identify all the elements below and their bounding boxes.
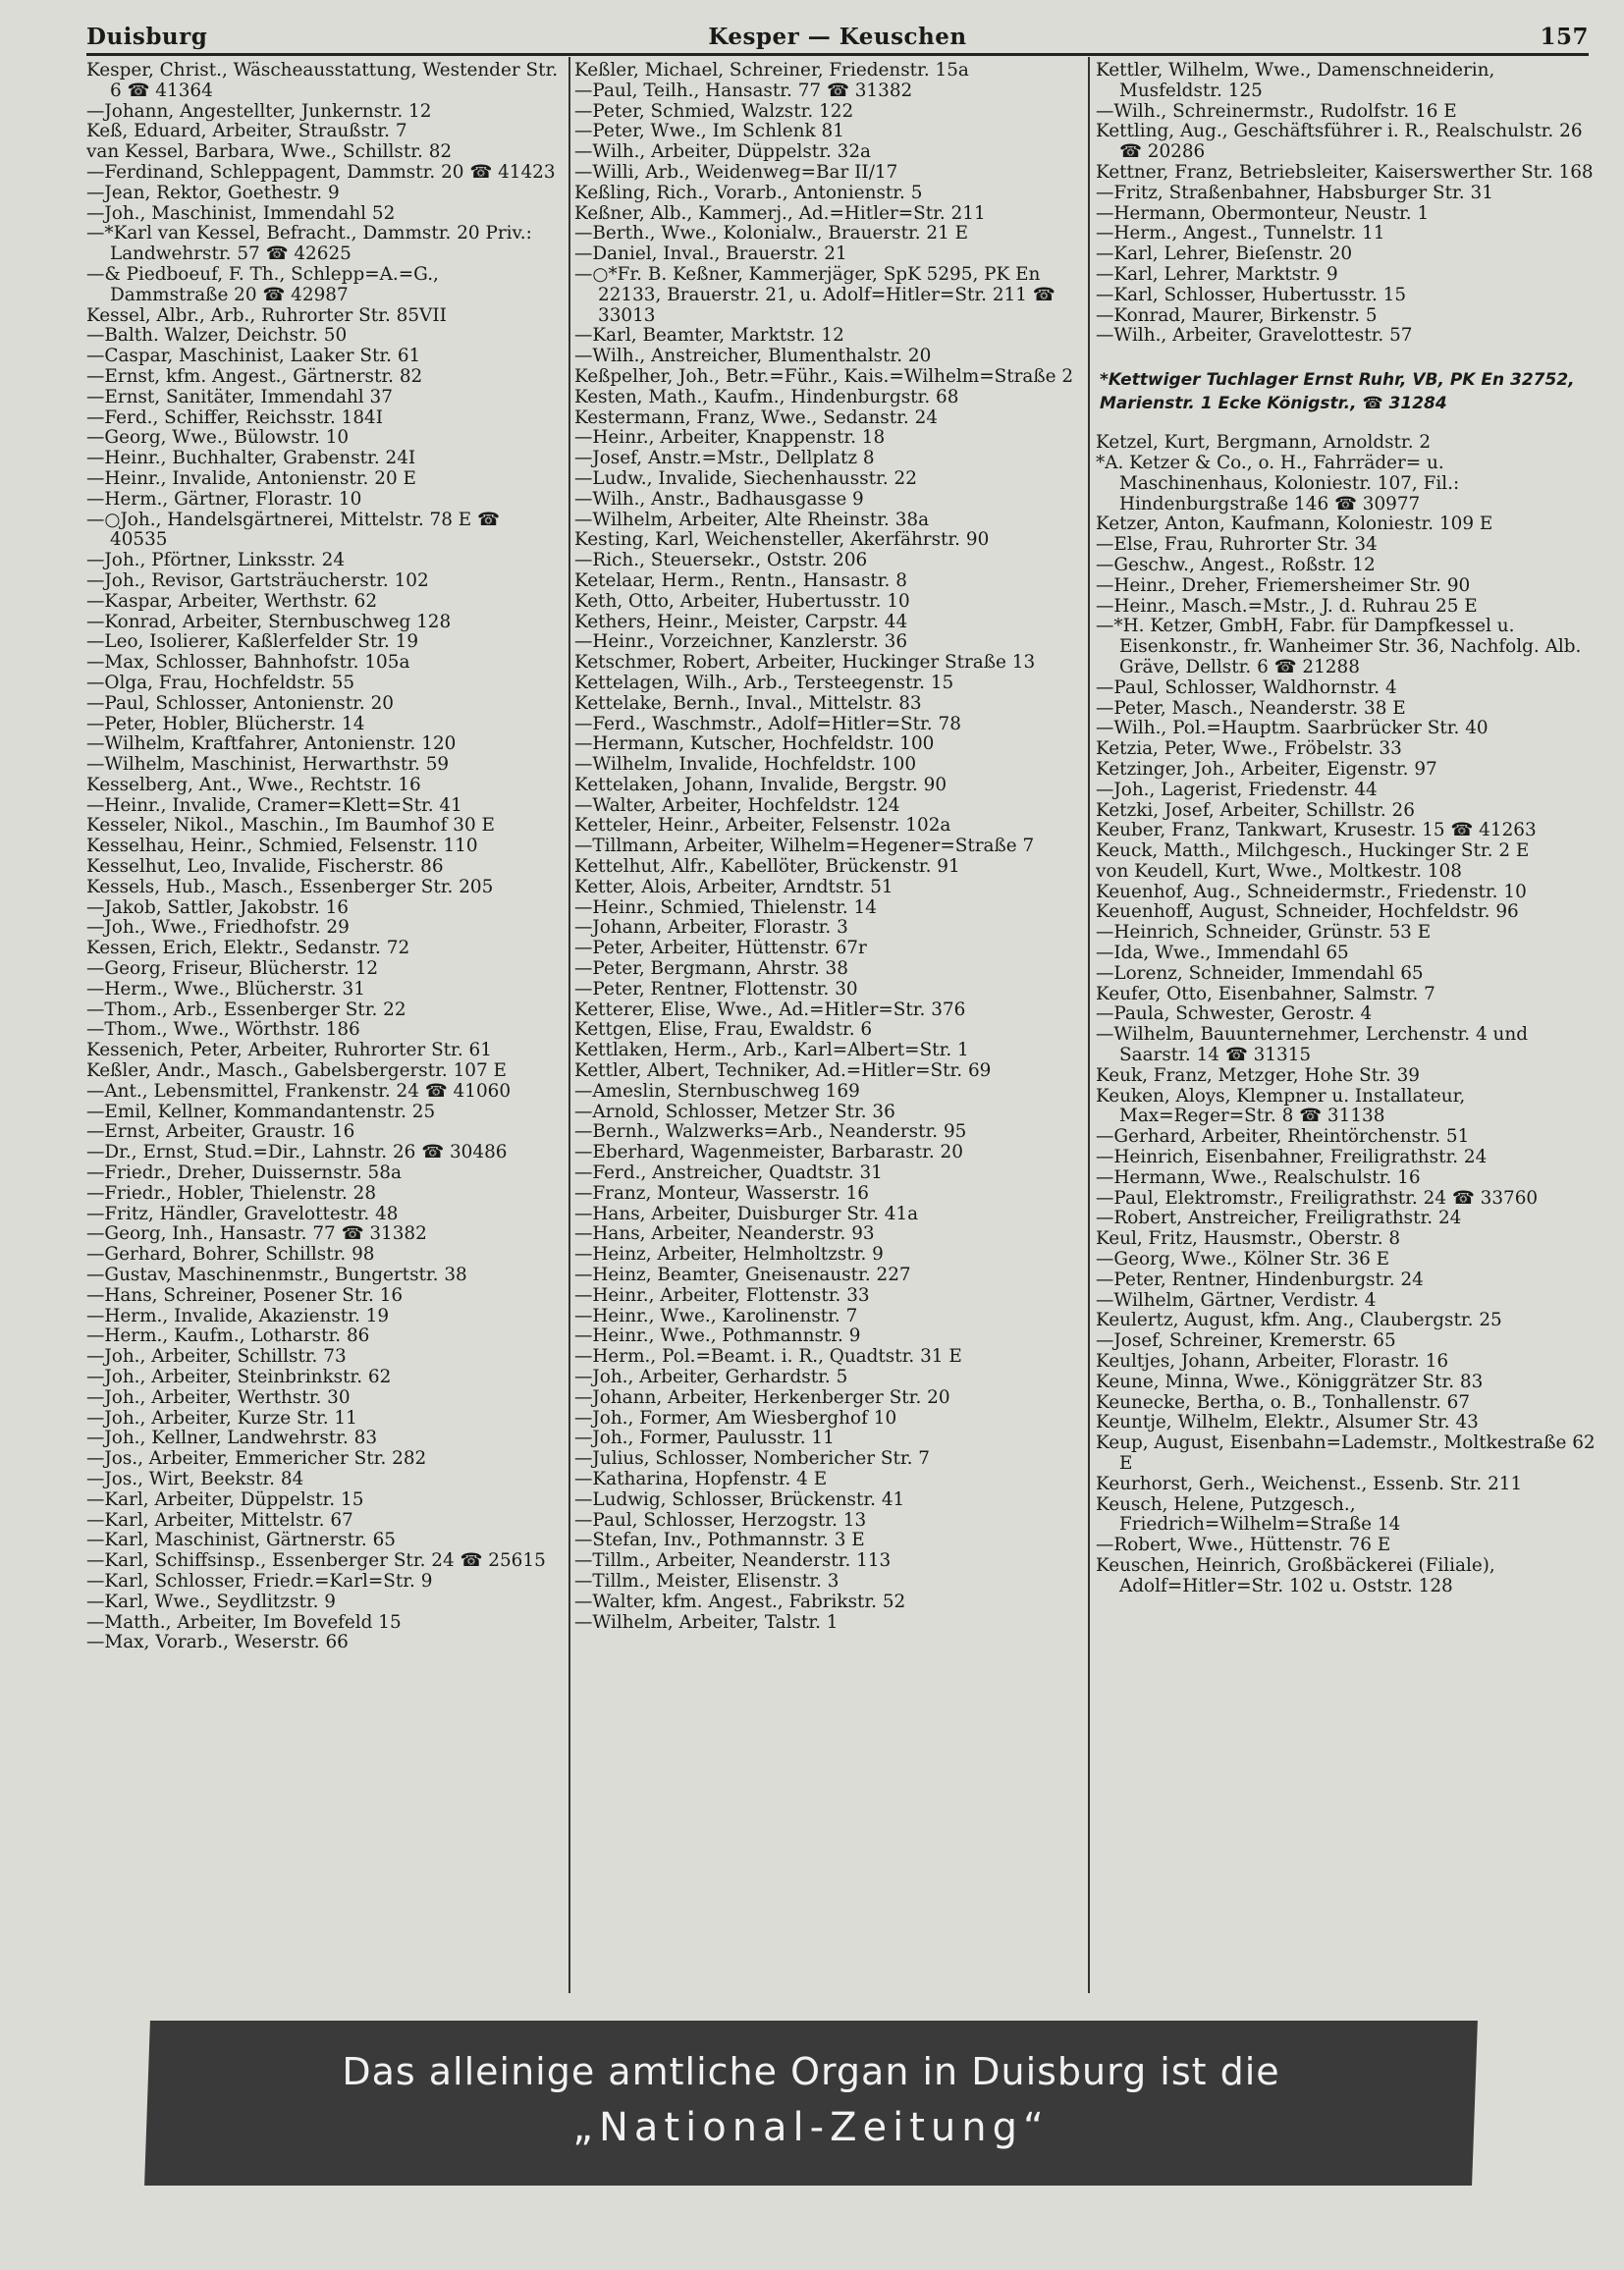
- advertising-banner: [147, 2021, 1475, 2186]
- directory-entry: —Joh., Revisor, Gartsträucherstr. 102: [86, 569, 429, 591]
- directory-entry: —Max, Schlosser, Bahnhofstr. 105a: [86, 652, 410, 674]
- directory-entry: —Franz, Monteur, Wasserstr. 16: [574, 1182, 869, 1204]
- directory-entry: —Jos., Arbeiter, Emmericher Str. 282: [86, 1448, 427, 1470]
- directory-entry: Keune, Minna, Wwe., Königgrätzer Str. 83: [1096, 1371, 1484, 1392]
- directory-entry: —Joh., Arbeiter, Kurze Str. 11: [86, 1407, 357, 1429]
- directory-entry: —*H. Ketzer, GmbH, Fabr. für Dampfkessel u. Eisenkonstr., fr. Wanheimer Str. 36, Nachfolg. Alb. Gräve, Dellstr. 6 ☎ 21288: [1096, 616, 1582, 677]
- directory-entry: —Thom., Arb., Essenberger Str. 22: [86, 999, 406, 1020]
- directory-entry: —Heinr., Arbeiter, Knappenstr. 18: [574, 427, 886, 449]
- column-1: [86, 61, 563, 1993]
- directory-entry: —Heinrich, Schneider, Grünstr. 53 E: [1096, 922, 1432, 944]
- directory-entry: —Matth., Arbeiter, Im Bovefeld 15: [86, 1611, 402, 1633]
- directory-entry: —Ant., Lebensmittel, Frankenstr. 24 ☎ 41060: [86, 1080, 512, 1102]
- directory-entry: —Else, Frau, Ruhrorter Str. 34: [1096, 534, 1378, 556]
- directory-entry: —Herm., Angest., Tunnelstr. 11: [1096, 223, 1385, 244]
- directory-entry: —Karl, Schiffsinsp., Essenberger Str. 24 ☎ 25615: [86, 1550, 546, 1572]
- directory-entry: —Joh., Arbeiter, Schillstr. 73: [86, 1346, 347, 1368]
- directory-entry: Kesten, Math., Kaufm., Hindenburgstr. 68: [574, 386, 959, 407]
- directory-entry: van Kessel, Barbara, Wwe., Schillstr. 82: [86, 141, 453, 163]
- directory-entry: —Wilhelm, Arbeiter, Talstr. 1: [574, 1611, 839, 1633]
- directory-entry: —Peter, Rentner, Flottenstr. 30: [574, 978, 858, 1000]
- directory-entry: —Heinr., Dreher, Friemersheimer Str. 90: [1096, 574, 1471, 596]
- directory-entry: —Josef, Schreiner, Kremerstr. 65: [1096, 1330, 1396, 1352]
- directory-entry: —Heinr., Invalide, Antonienstr. 20 E: [86, 467, 416, 489]
- directory-entry: —Hermann, Wwe., Realschulstr. 16: [1096, 1166, 1421, 1188]
- directory-entry: Kesselhau, Heinr., Schmied, Felsenstr. 110: [86, 836, 478, 857]
- directory-entry: Keth, Otto, Arbeiter, Hubertusstr. 10: [574, 590, 910, 612]
- directory-entry: Keuenhof, Aug., Schneidermstr., Friedenstr. 10: [1096, 881, 1527, 902]
- directory-entry: —Rich., Steuersekr., Oststr. 206: [574, 550, 868, 571]
- directory-entry: —Friedr., Dreher, Duissernstr. 58a: [86, 1162, 402, 1184]
- directory-entry: —Bernh., Walzwerks=Arb., Neanderstr. 95: [574, 1121, 967, 1143]
- directory-entry: —Ludwig, Schlosser, Brückenstr. 41: [574, 1488, 905, 1510]
- directory-entry: —Peter, Arbeiter, Hüttenstr. 67r: [574, 938, 867, 959]
- directory-entry: —Leo, Isolierer, Kaßlerfelder Str. 19: [86, 631, 419, 653]
- directory-entry: —Herm., Gärtner, Florastr. 10: [86, 488, 362, 510]
- directory-entry: Kettner, Franz, Betriebsleiter, Kaiserswerther Str. 168: [1096, 161, 1594, 183]
- directory-entry: —*Karl van Kessel, Befracht., Dammstr. 20 Priv.: Landwehrstr. 57 ☎ 42625: [86, 223, 532, 265]
- header-city: Duisburg: [86, 24, 208, 50]
- directory-entry: Keßler, Andr., Masch., Gabelsbergerstr. 107 E: [86, 1060, 507, 1082]
- directory-entry: —Gustav, Maschinenmstr., Bungertstr. 38: [86, 1265, 467, 1286]
- directory-entry: —Joh., Arbeiter, Werthstr. 30: [86, 1386, 351, 1408]
- directory-entry: Keuken, Aloys, Klempner u. Installateur, Max=Reger=Str. 8 ☎ 31138: [1096, 1085, 1466, 1127]
- directory-entry: Kettgen, Elise, Frau, Ewaldstr. 6: [574, 1019, 873, 1041]
- directory-entry: —Paul, Teilh., Hansastr. 77 ☎ 31382: [574, 80, 913, 101]
- directory-entry: —Johann, Arbeiter, Florastr. 3: [574, 917, 848, 939]
- directory-entry: —Peter, Masch., Neanderstr. 38 E: [1096, 697, 1406, 719]
- directory-entry: —Heinr., Vorzeichner, Kanzlerstr. 36: [574, 631, 908, 653]
- directory-entry: Keup, August, Eisenbahn=Lademstr., Moltkestraße 62 E: [1096, 1432, 1596, 1474]
- directory-entry: —Peter, Hobler, Blücherstr. 14: [86, 713, 365, 734]
- directory-entry: —Friedr., Hobler, Thielenstr. 28: [86, 1182, 377, 1204]
- directory-entry: Ketschmer, Robert, Arbeiter, Huckinger Straße 13: [574, 652, 1036, 674]
- directory-entry: —Jos., Wirt, Beekstr. 84: [86, 1468, 304, 1489]
- directory-entry: Keßner, Alb., Kammerj., Ad.=Hitler=Str. 211: [574, 202, 986, 224]
- banner-line-1: Das alleinige amtliche Organ in Duisburg ist die: [342, 2050, 1280, 2093]
- directory-entry: —Herm., Kaufm., Lotharstr. 86: [86, 1325, 370, 1347]
- directory-entry: —Georg, Wwe., Kölner Str. 36 E: [1096, 1249, 1390, 1270]
- directory-entry: Keuschen, Heinrich, Großbäckerei (Filiale), Adolf=Hitler=Str. 102 u. Oststr. 128: [1096, 1554, 1495, 1596]
- directory-entry: —Josef, Anstr.=Mstr., Dellplatz 8: [574, 448, 875, 469]
- directory-entry: —Georg, Friseur, Blücherstr. 12: [86, 958, 379, 980]
- directory-entry: —Heinr., Wwe., Karolinenstr. 7: [574, 1305, 858, 1326]
- directory-entry: —Thom., Wwe., Wörthstr. 186: [86, 1019, 360, 1041]
- directory-entry: —Wilhelm, Kraftfahrer, Antonienstr. 120: [86, 733, 457, 755]
- directory-entry: Kessel, Albr., Arb., Ruhrorter Str. 85VII: [86, 304, 447, 326]
- directory-entry: Keuntje, Wilhelm, Elektr., Alsumer Str. 43: [1096, 1412, 1479, 1433]
- directory-entry: Kestermann, Franz, Wwe., Sedanstr. 24: [574, 406, 938, 428]
- directory-entry: Keuber, Franz, Tankwart, Krusestr. 15 ☎ 41263: [1096, 820, 1537, 841]
- directory-entry: —Robert, Anstreicher, Freiligrathstr. 24: [1096, 1208, 1462, 1229]
- directory-entry: —Hans, Arbeiter, Duisburger Str. 41a: [574, 1203, 919, 1224]
- directory-entry: —Ferd., Anstreicher, Quadtstr. 31: [574, 1162, 883, 1184]
- directory-entry: —Wilh., Schreinermstr., Rudolfstr. 16 E: [1096, 100, 1457, 122]
- directory-entry: Ketzki, Josef, Arbeiter, Schillstr. 26: [1096, 799, 1415, 821]
- directory-entry: —& Piedboeuf, F. Th., Schlepp=A.=G., Dammstraße 20 ☎ 42987: [86, 263, 439, 305]
- directory-entry: —Herm., Invalide, Akazienstr. 19: [86, 1305, 390, 1326]
- directory-entry: —Joh., Arbeiter, Gerhardstr. 5: [574, 1367, 848, 1387]
- directory-entry: —Joh., Pförtner, Linksstr. 24: [86, 550, 346, 571]
- directory-entry: Kettelhut, Alfr., Kabellöter, Brückenstr. 91: [574, 856, 960, 878]
- directory-entry: Ketzer, Anton, Kaufmann, Koloniestr. 109 E: [1096, 513, 1493, 535]
- directory-entry: —○*Fr. B. Keßner, Kammerjäger, SpK 5295, PK En 22133, Brauerstr. 21, u. Adolf=Hitler=Str. 211 ☎ 33013: [574, 263, 1056, 326]
- directory-entry: Kesseler, Nikol., Maschin., Im Baumhof 30 E: [86, 815, 495, 837]
- directory-entry: Kessen, Erich, Elektr., Sedanstr. 72: [86, 938, 410, 959]
- directory-entry: Keßpelher, Joh., Betr.=Führ., Kais.=Wilhelm=Straße 2: [574, 365, 1074, 387]
- directory-entry: —○Joh., Handelsgärtnerei, Mittelstr. 78 E ☎ 40535: [86, 509, 500, 551]
- directory-entry: —Ludw., Invalide, Siechenhausstr. 22: [574, 467, 917, 489]
- directory-entry: —Geschw., Angest., Roßstr. 12: [1096, 554, 1376, 575]
- directory-entry: —Wilhelm, Maschinist, Herwarthstr. 59: [86, 754, 450, 776]
- directory-entry: —Ferd., Schiffer, Reichsstr. 184I: [86, 406, 384, 428]
- directory-entry: —Wilh., Anstr., Badhausgasse 9: [574, 488, 864, 510]
- directory-entry: —Joh., Arbeiter, Steinbrinkstr. 62: [86, 1367, 392, 1387]
- directory-entry: —Konrad, Arbeiter, Sternbuschweg 128: [86, 611, 452, 632]
- directory-entry: —Ernst, Sanitäter, Immendahl 37: [86, 386, 393, 407]
- directory-entry: Kettler, Wilhelm, Wwe., Damenschneiderin, Musfeldstr. 125: [1096, 61, 1495, 101]
- directory-entry: —Joh., Maschinist, Immendahl 52: [86, 202, 396, 224]
- directory-entry: —Ernst, Arbeiter, Graustr. 16: [86, 1121, 355, 1143]
- directory-entry: —Karl, Maschinist, Gärtnerstr. 65: [86, 1530, 397, 1551]
- directory-entry: —Karl, Schlosser, Friedr.=Karl=Str. 9: [86, 1570, 433, 1592]
- directory-entry: Kettlaken, Herm., Arb., Karl=Albert=Str. 1: [574, 1040, 969, 1061]
- directory-entry: —Karl, Arbeiter, Düppelstr. 15: [86, 1488, 364, 1510]
- directory-entry: —Heinr., Buchhalter, Grabenstr. 24I: [86, 448, 416, 469]
- directory-entry: Keßling, Rich., Vorarb., Antonienstr. 5: [574, 182, 923, 203]
- directory-entry: —Karl, Lehrer, Marktstr. 9: [1096, 263, 1338, 285]
- directory-entry: —Wilh., Pol.=Hauptm. Saarbrücker Str. 40: [1096, 718, 1489, 739]
- directory-entry: —Hermann, Obermonteur, Neustr. 1: [1096, 202, 1430, 224]
- directory-entry: —Gerhard, Bohrer, Schillstr. 98: [86, 1244, 375, 1266]
- directory-entry: Kettler, Albert, Techniker, Ad.=Hitler=Str. 69: [574, 1060, 992, 1082]
- directory-entry: Keß, Eduard, Arbeiter, Straußstr. 7: [86, 121, 407, 142]
- directory-entry: Kesting, Karl, Weichensteller, Akerfährstr. 90: [574, 529, 990, 551]
- directory-entry: —Tillm., Meister, Elisenstr. 3: [574, 1570, 839, 1592]
- advertisement-entry: *Kettwiger Tuchlager Ernst Ruhr, VB, PK En 32752, Marienstr. 1 Ecke Königstr., ☎ 31284: [1100, 370, 1575, 414]
- directory-entry: Ketzel, Kurt, Bergmann, Arnoldstr. 2: [1096, 432, 1432, 454]
- directory-entry: —Walter, Arbeiter, Hochfeldstr. 124: [574, 794, 900, 816]
- header-range: Kesper — Keuschen: [708, 24, 967, 50]
- directory-entry: —Paul, Schlosser, Waldhornstr. 4: [1096, 676, 1397, 698]
- directory-entry: Keuenhoff, August, Schneider, Hochfeldstr. 96: [1096, 901, 1519, 923]
- directory-entry: —Heinr., Schmied, Thielenstr. 14: [574, 896, 877, 918]
- directory-entry: —Joh., Former, Paulusstr. 11: [574, 1428, 835, 1449]
- directory-entry: —Konrad, Maurer, Birkenstr. 5: [1096, 304, 1378, 326]
- directory-entry: —Heinr., Arbeiter, Flottenstr. 33: [574, 1284, 870, 1306]
- directory-entry: Keusch, Helene, Putzgesch., Friedrich=Wilhelm=Straße 14: [1096, 1493, 1401, 1536]
- directory-entry: —Heinr., Wwe., Pothmannstr. 9: [574, 1325, 861, 1347]
- directory-entry: Kettelaken, Johann, Invalide, Bergstr. 90: [574, 774, 947, 795]
- directory-entry: Kettling, Aug., Geschäftsführer i. R., Realschulstr. 26 ☎ 20286: [1096, 121, 1583, 163]
- directory-entry: —Tillm., Arbeiter, Neanderstr. 113: [574, 1550, 892, 1572]
- directory-entry: —Jean, Rektor, Goethestr. 9: [86, 182, 340, 203]
- directory-entry: —Lorenz, Schneider, Immendahl 65: [1096, 962, 1424, 984]
- directory-entry: Kessels, Hub., Masch., Essenberger Str. 205: [86, 876, 494, 897]
- directory-entry: Kessenich, Peter, Arbeiter, Ruhrorter Str. 61: [86, 1040, 492, 1061]
- directory-entry: —Joh., Wwe., Friedhofstr. 29: [86, 917, 350, 939]
- directory-entry: —Kaspar, Arbeiter, Werthstr. 62: [86, 590, 378, 612]
- directory-entry: Keunecke, Bertha, o. B., Tonhallenstr. 67: [1096, 1391, 1471, 1413]
- directory-entry: —Peter, Bergmann, Ahrstr. 38: [574, 958, 848, 980]
- directory-entry: —Heinr., Masch.=Mstr., J. d. Ruhrau 25 E: [1096, 595, 1478, 617]
- directory-entry: —Peter, Wwe., Im Schlenk 81: [574, 121, 844, 142]
- directory-entry: —Wilh., Arbeiter, Gravelottestr. 57: [1096, 325, 1413, 347]
- directory-entry: —Wilhelm, Gärtner, Verdistr. 4: [1096, 1289, 1377, 1311]
- directory-entry: Ketter, Alois, Arbeiter, Arndtstr. 51: [574, 876, 893, 897]
- directory-entry: —Gerhard, Arbeiter, Rheintörchenstr. 51: [1096, 1126, 1470, 1148]
- directory-entry: —Georg, Wwe., Bülowstr. 10: [86, 427, 350, 449]
- directory-entry: Ketelaar, Herm., Rentn., Hansastr. 8: [574, 569, 907, 591]
- directory-entry: —Ameslin, Sternbuschweg 169: [574, 1080, 860, 1102]
- directory-entry: —Joh., Lagerist, Friedenstr. 44: [1096, 779, 1378, 800]
- directory-entry: —Stefan, Inv., Pothmannstr. 3 E: [574, 1530, 865, 1551]
- column-divider: [568, 57, 570, 1993]
- directory-entry: —Wilhelm, Arbeiter, Alte Rheinstr. 38a: [574, 509, 930, 530]
- directory-entry: Keulertz, August, kfm. Ang., Claubergstr. 25: [1096, 1310, 1502, 1331]
- directory-entry: —Karl, Beamter, Marktstr. 12: [574, 325, 844, 347]
- column-3: [1096, 61, 1597, 1993]
- directory-entry: —Hans, Schreiner, Posener Str. 16: [86, 1284, 404, 1306]
- directory-entry: —Johann, Angestellter, Junkernstr. 12: [86, 100, 432, 122]
- directory-entry: —Emil, Kellner, Kommandantenstr. 25: [86, 1101, 436, 1122]
- directory-entry: —Peter, Schmied, Walzstr. 122: [574, 100, 854, 122]
- column-3-bottom: [1096, 433, 1597, 1596]
- directory-entry: —Olga, Frau, Hochfeldstr. 55: [86, 672, 355, 693]
- directory-entry: —Herm., Pol.=Beamt. i. R., Quadtstr. 31 E: [574, 1346, 962, 1368]
- directory-entry: —Paul, Schlosser, Herzogstr. 13: [574, 1509, 867, 1531]
- directory-entry: —Heinrich, Eisenbahner, Freiligrathstr. 24: [1096, 1147, 1488, 1168]
- directory-entry: Kettelagen, Wilh., Arb., Tersteegenstr. 15: [574, 672, 954, 693]
- directory-entry: —Heinr., Invalide, Cramer=Klett=Str. 41: [86, 794, 462, 816]
- directory-entry: Kesper, Christ., Wäscheausstattung, Westender Str. 6 ☎ 41364: [86, 61, 559, 101]
- directory-entry: —Georg, Inh., Hansastr. 77 ☎ 31382: [86, 1223, 427, 1245]
- directory-entry: —Karl, Lehrer, Bieſenstr. 20: [1096, 243, 1353, 265]
- directory-entry: —Johann, Arbeiter, Herkenberger Str. 20: [574, 1386, 950, 1408]
- page-header: [86, 20, 1589, 56]
- banner-line-2: „National-Zeitung“: [572, 2105, 1050, 2150]
- directory-entry: —Fritz, Straßenbahner, Habsburger Str. 31: [1096, 182, 1493, 203]
- directory-entry: —Dr., Ernst, Stud.=Dir., Lahnstr. 26 ☎ 30486: [86, 1142, 508, 1163]
- directory-entry: —Berth., Wwe., Kolonialw., Brauerstr. 21 E: [574, 223, 969, 244]
- directory-entry: Keultjes, Johann, Arbeiter, Florastr. 16: [1096, 1351, 1449, 1373]
- directory-entry: Keul, Fritz, Hausmstr., Oberstr. 8: [1096, 1228, 1401, 1250]
- directory-entry: —Ida, Wwe., Immendahl 65: [1096, 943, 1349, 964]
- directory-entry: —Katharina, Hopfenstr. 4 E: [574, 1468, 828, 1489]
- directory-entry: Keßler, Michael, Schreiner, Friedenstr. 15a: [574, 61, 969, 81]
- directory-entry: Kettelake, Bernh., Inval., Mittelstr. 83: [574, 692, 922, 714]
- directory-entry: —Max, Vorarb., Weserstr. 66: [86, 1632, 349, 1653]
- directory-entry: —Ferdinand, Schleppagent, Dammstr. 20 ☎ 41423: [86, 161, 556, 183]
- directory-entry: Ketterer, Elise, Wwe., Ad.=Hitler=Str. 376: [574, 999, 966, 1020]
- directory-entry: —Peter, Rentner, Hindenburgstr. 24: [1096, 1269, 1424, 1290]
- directory-entry: —Heinz, Beamter, Gneisenaustr. 227: [574, 1265, 911, 1286]
- directory-entry: —Jakob, Sattler, Jakobstr. 16: [86, 896, 349, 918]
- directory-entry: —Paul, Schlosser, Antonienstr. 20: [86, 692, 394, 714]
- directory-entry: Keurhorst, Gerh., Weichenst., Essenb. Str. 211: [1096, 1473, 1523, 1494]
- directory-entry: —Walter, kfm. Angest., Fabrikstr. 52: [574, 1591, 906, 1612]
- directory-entry: Ketteler, Heinr., Arbeiter, Felsenstr. 102a: [574, 815, 951, 837]
- directory-entry: Ketzinger, Joh., Arbeiter, Eigenstr. 97: [1096, 758, 1437, 780]
- directory-entry: Keuck, Matth., Milchgesch., Huckinger Str. 2 E: [1096, 840, 1530, 862]
- column-3-top: [1096, 61, 1597, 347]
- directory-entry: —Ernst, kfm. Angest., Gärtnerstr. 82: [86, 365, 423, 387]
- directory-entry: Kesselberg, Ant., Wwe., Rechtstr. 16: [86, 774, 421, 795]
- directory-entry: —Karl, Schlosser, Hubertusstr. 15: [1096, 284, 1407, 305]
- directory-entry: *A. Ketzer & Co., o. H., Fahrräder= u. Maschinenhaus, Koloniestr. 107, Fil.: Hindenburgstraße 146 ☎ 30977: [1096, 452, 1460, 514]
- directory-entry: —Hans, Arbeiter, Neanderstr. 93: [574, 1223, 875, 1245]
- directory-entry: —Paula, Schwester, Gerostr. 4: [1096, 1003, 1373, 1025]
- directory-entry: Ketzia, Peter, Wwe., Fröbelstr. 33: [1096, 738, 1402, 760]
- directory-entry: —Ferd., Waschmstr., Adolf=Hitler=Str. 78: [574, 713, 961, 734]
- directory-entry: —Wilh., Anstreicher, Blumenthalstr. 20: [574, 346, 932, 367]
- directory-entry: —Karl, Arbeiter, Mittelstr. 67: [86, 1509, 353, 1531]
- directory-entry: —Wilh., Arbeiter, Düppelstr. 32a: [574, 141, 872, 163]
- page-number: 157: [1540, 24, 1589, 50]
- directory-entry: —Daniel, Inval., Brauerstr. 21: [574, 243, 847, 265]
- directory-entry: —Tillmann, Arbeiter, Wilhelm=Hegener=Straße 7: [574, 836, 1035, 857]
- column-2: [574, 61, 1082, 1993]
- directory-entry: —Julius, Schlosser, Nombericher Str. 7: [574, 1448, 931, 1470]
- directory-entry: —Wilhelm, Invalide, Hochfeldstr. 100: [574, 754, 917, 776]
- directory-entry: von Keudell, Kurt, Wwe., Moltkestr. 108: [1096, 860, 1462, 882]
- directory-entry: —Joh., Kellner, Landwehrstr. 83: [86, 1428, 378, 1449]
- directory-entry: —Caspar, Maschinist, Laaker Str. 61: [86, 346, 421, 367]
- directory-entry: —Robert, Wwe., Hüttenstr. 76 E: [1096, 1535, 1391, 1556]
- directory-entry: —Karl, Wwe., Seydlitzstr. 9: [86, 1591, 337, 1612]
- directory-entry: —Eberhard, Wagenmeister, Barbarastr. 20: [574, 1142, 963, 1163]
- directory-entry: Kesselhut, Leo, Invalide, Fischerstr. 86: [86, 856, 444, 878]
- directory-entry: —Hermann, Kutscher, Hochfeldstr. 100: [574, 733, 935, 755]
- directory-entry: —Balth. Walzer, Deichstr. 50: [86, 325, 348, 347]
- directory-entry: —Willi, Arb., Weidenweg=Bar II/17: [574, 161, 898, 183]
- directory-entry: Kethers, Heinr., Meister, Carpstr. 44: [574, 611, 908, 632]
- column-divider: [1088, 57, 1090, 1993]
- directory-entry: —Joh., Former, Am Wiesberghof 10: [574, 1407, 897, 1429]
- directory-entry: —Fritz, Händler, Gravelottestr. 48: [86, 1203, 399, 1224]
- directory-entry: —Heinz, Arbeiter, Helmholtzstr. 9: [574, 1244, 884, 1266]
- directory-entry: —Herm., Wwe., Blücherstr. 31: [86, 978, 365, 1000]
- directory-entry: Keufer, Otto, Eisenbahner, Salmstr. 7: [1096, 983, 1435, 1004]
- directory-entry: —Paul, Elektromstr., Freiligrathstr. 24 ☎ 33760: [1096, 1187, 1539, 1209]
- directory-entry: —Arnold, Schlosser, Metzer Str. 36: [574, 1101, 895, 1122]
- directory-entry: —Wilhelm, Bauunternehmer, Lerchenstr. 4 und Saarstr. 14 ☎ 31315: [1096, 1024, 1528, 1066]
- directory-entry: Keuk, Franz, Metzger, Hohe Str. 39: [1096, 1064, 1420, 1086]
